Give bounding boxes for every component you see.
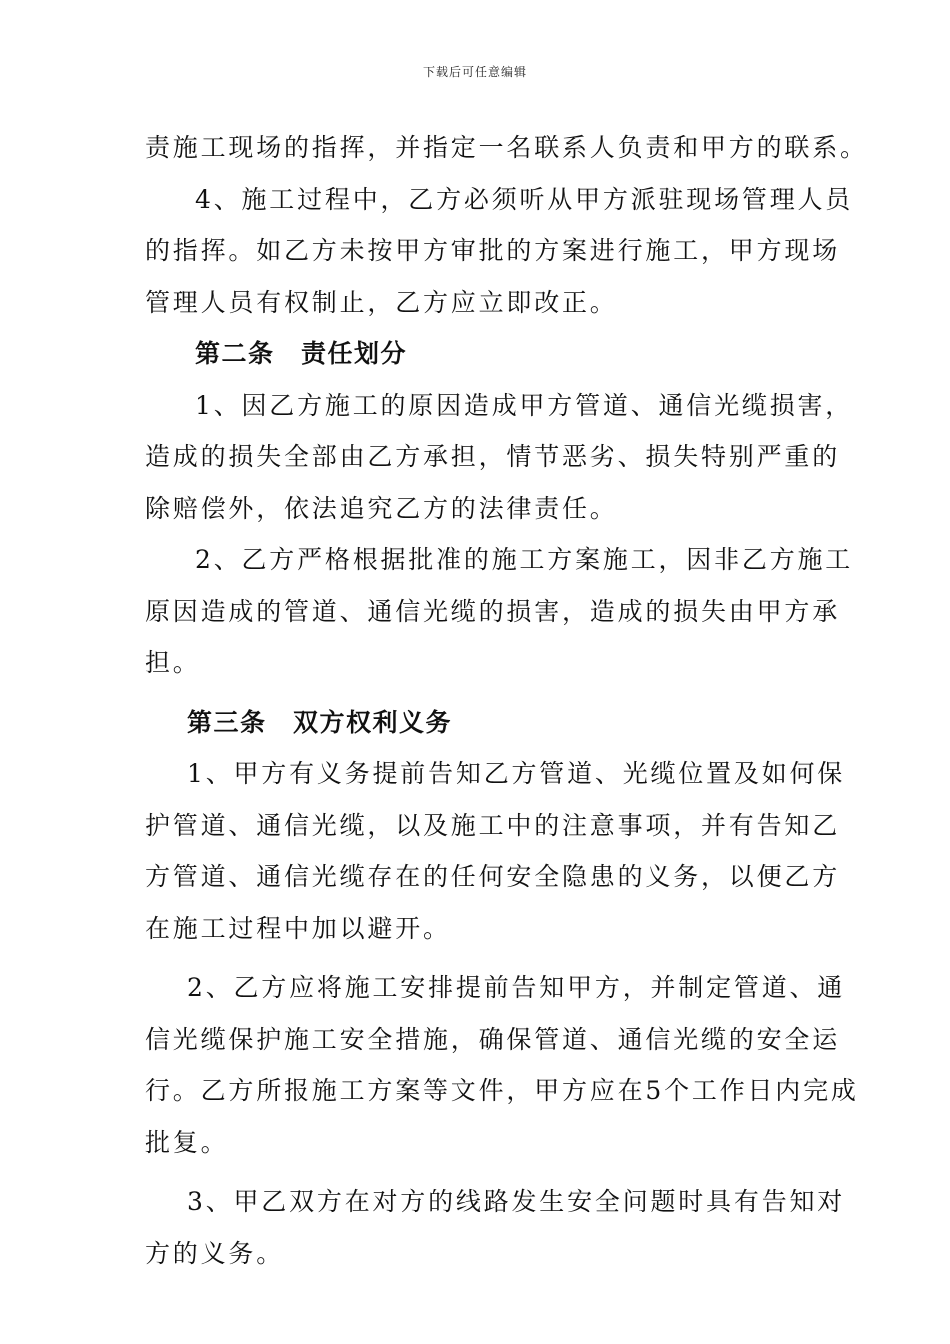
text-line: 责施工现场的指挥，并指定一名联系人负责和甲方的联系。	[145, 133, 868, 162]
text-line: 3、甲乙双方在对方的线路发生安全问题时具有告知对	[187, 1187, 846, 1216]
page-header: 下载后可任意编辑	[422, 65, 527, 79]
text-line: 担。	[145, 648, 201, 677]
text-line: 4、施工过程中，乙方必须听从甲方派驻现场管理人员	[195, 184, 854, 214]
section-heading: 第二条 责任划分	[195, 339, 408, 368]
text-line: 行。乙方所报施工方案等文件，甲方应在5个工作日内完成	[145, 1076, 859, 1105]
text-line: 1、甲方有义务提前告知乙方管道、光缆位置及如何保	[187, 759, 846, 788]
text-line: 原因造成的管道、通信光缆的损害，造成的损失由甲方承	[145, 596, 841, 626]
text-line: 方管道、通信光缆存在的任何安全隐患的义务，以便乙方	[145, 862, 841, 891]
text-line: 信光缆保护施工安全措施，确保管道、通信光缆的安全运	[145, 1024, 841, 1054]
text-line: 的指挥。如乙方未按甲方审批的方案进行施工，甲方现场	[145, 236, 841, 265]
text-line: 2、乙方严格根据批准的施工方案施工，因非乙方施工	[195, 545, 854, 574]
document-body	[145, 122, 868, 1279]
text-line: 在施工过程中加以避开。	[145, 913, 451, 943]
text-line: 批复。	[145, 1127, 229, 1157]
text-line: 管理人员有权制止，乙方应立即改正。	[145, 287, 618, 317]
section-heading: 第三条 双方权利义务	[187, 707, 453, 737]
text-line: 造成的损失全部由乙方承担，情节恶劣、损失特别严重的	[145, 442, 841, 471]
text-line: 1、因乙方施工的原因造成甲方管道、通信光缆损害，	[195, 390, 854, 420]
text-line: 2、乙方应将施工安排提前告知甲方，并制定管道、通	[187, 973, 846, 1002]
text-line: 方的义务。	[145, 1238, 285, 1268]
text-line: 除赔偿外，依法追究乙方的法律责任。	[145, 493, 618, 523]
text-line: 护管道、通信光缆，以及施工中的注意事项，并有告知乙	[145, 810, 841, 840]
